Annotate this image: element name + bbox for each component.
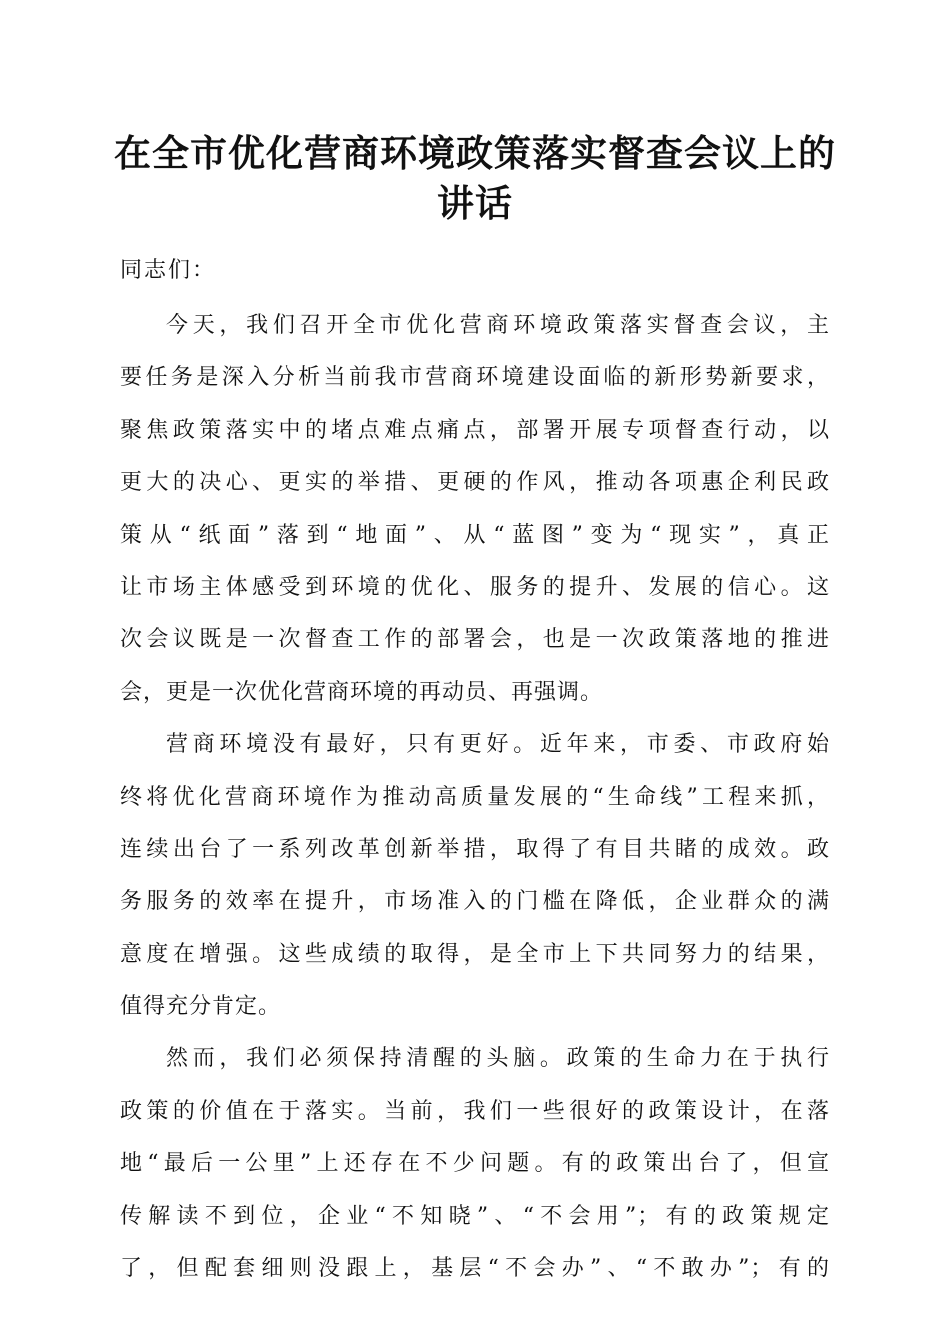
salutation: 同志们： bbox=[120, 258, 217, 283]
text-line: 更大的决心、更实的举措、更硬的作风，推动各项惠企利民政 bbox=[120, 470, 830, 496]
document-title: 在全市优化营商环境政策落实督查会议上的讲话 bbox=[114, 131, 836, 225]
paragraph bbox=[120, 300, 830, 719]
text-line: 然而，我们必须保持清醒的头脑。政策的生命力在于执行 bbox=[166, 1046, 830, 1072]
paragraph bbox=[120, 719, 830, 1033]
text-line: 要任务是深入分析当前我市营商环境建设面临的新形势新要求， bbox=[120, 365, 830, 391]
text-line: 策从“纸面”落到“地面”、从“蓝图”变为“现实”，真正 bbox=[120, 522, 830, 548]
text-line: 政策的价值在于落实。当前，我们一些很好的政策设计，在落 bbox=[120, 1098, 830, 1124]
text-line: 终将优化营商环境作为推动高质量发展的“生命线”工程来抓， bbox=[120, 784, 830, 810]
text-line: 次会议既是一次督查工作的部署会，也是一次政策落地的推进 bbox=[120, 627, 830, 653]
document-body bbox=[120, 300, 830, 1295]
text-line: 营商环境没有最好，只有更好。近年来，市委、市政府始 bbox=[166, 732, 830, 758]
text-line: 值得充分肯定。 bbox=[120, 994, 282, 1020]
text-line: 聚焦政策落实中的堵点难点痛点，部署开展专项督查行动，以 bbox=[120, 417, 830, 443]
text-line: 传解读不到位，企业“不知晓”、“不会用”；有的政策规定 bbox=[120, 1203, 830, 1229]
text-line: 会，更是一次优化营商环境的再动员、再强调。 bbox=[120, 679, 604, 705]
text-line: 连续出台了一系列改革创新举措，取得了有目共睹的成效。政 bbox=[120, 836, 830, 862]
text-line: 务服务的效率在提升，市场准入的门槛在降低，企业群众的满 bbox=[120, 889, 830, 915]
text-line: 今天，我们召开全市优化营商环境政策落实督查会议，主 bbox=[166, 313, 830, 338]
text-line: 了，但配套细则没跟上，基层“不会办”、“不敢办”；有的 bbox=[120, 1256, 830, 1282]
text-line: 让市场主体感受到环境的优化、服务的提升、发展的信心。这 bbox=[120, 574, 830, 600]
text-line: 意度在增强。这些成绩的取得，是全市上下共同努力的结果， bbox=[120, 941, 830, 967]
text-line: 地“最后一公里”上还存在不少问题。有的政策出台了，但宣 bbox=[120, 1151, 830, 1177]
paragraph bbox=[120, 1033, 830, 1295]
